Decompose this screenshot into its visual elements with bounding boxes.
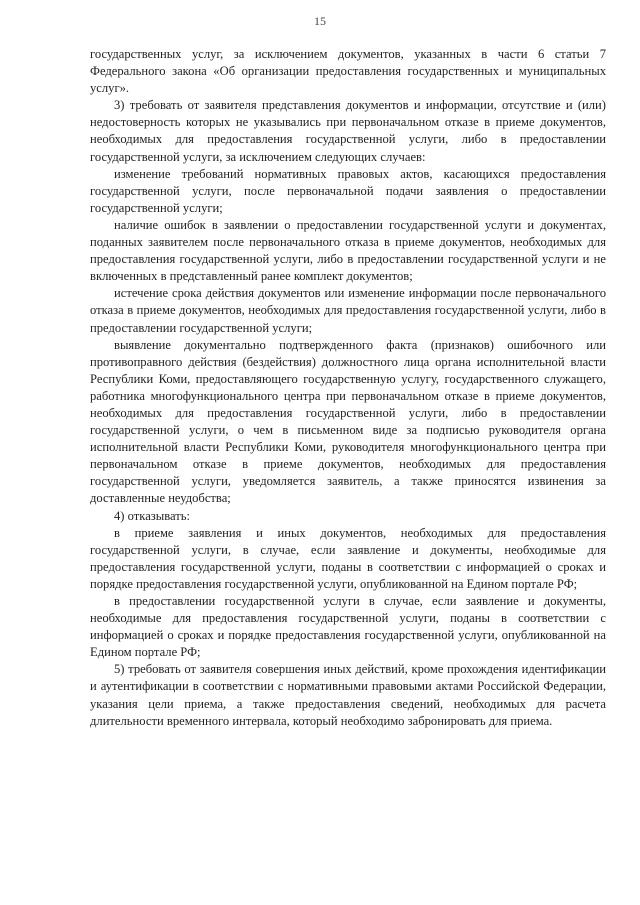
paragraph: государственных услуг, за исключением документов, указанных в части 6 статьи 7 Федерального закона «Об организации предоставления государственных и муниципальных услуг». <box>90 47 606 96</box>
paragraph: изменение требований нормативных правовых актов, касающихся предоставления государственной услуги, после первоначальной подачи заявления о предоставлении государственной услуги; <box>90 166 606 215</box>
document-body <box>90 46 606 730</box>
paragraph: 3) требовать от заявителя представления документов и информации, отсутствие и (или) недостоверность которых не указывались при первоначальном отказе в приеме документов, необходимых для предоставления государственной услуги, либо в предоставлении государственной услуги, за исключением следующих случаев: <box>90 98 606 164</box>
paragraph: наличие ошибок в заявлении о предоставлении государственной услуги и документах, поданных заявителем после первоначального отказа в приеме документов, необходимых для предоставления государственной услуги, либо в предоставлении государственной услуги и не включенных в представленный ранее комплект документов; <box>90 217 606 284</box>
paragraph: в приеме заявления и иных документов, необходимых для предоставления государственной услуги, в случае, если заявление и документы, необходимые для предоставления государственной услуги, поданы в соответствии с информацией о сроках и порядке предоставления государственной услуги, опубликованной на Едином портале РФ; <box>90 525 606 591</box>
paragraph: 5) требовать от заявителя совершения иных действий, кроме прохождения идентификации и аутентификации в соответствии с нормативными правовыми актами Российской Федерации, указания цели приема, а также предоставления сведений, необходимых для расчета длительности временного интервала, который необходимо забронировать для приема. <box>90 662 606 728</box>
paragraph: 4) отказывать: <box>114 508 191 523</box>
paragraph: выявление документально подтвержденного факта (признаков) ошибочного или противоправного действия (бездействия) должностного лица органа исполнительной власти Республики Коми, предоставляющего государственную услугу, государственного служащего, работника многофункционального центра при первоначальном отказе в приеме документов, необходимых для предоставления государственной услуги, либо в предоставлении государственной услуги, о чем в письменном виде за подписью руководителя органа исполнительной власти Республики Коми, руководителя многофункционального центра при первоначальном отказе в приеме документов, необходимых для предоставления государственной услуги, уведомляется заявитель, а также приносятся извинения за доставленные неудобства; <box>90 337 606 506</box>
paragraph: в предоставлении государственной услуги в случае, если заявление и документы, необходимые для предоставления государственной услуги, поданы в соответствии с информацией о сроках и порядке предоставления государственной услуги, опубликованной на Едином портале РФ; <box>90 594 606 660</box>
paragraph: истечение срока действия документов или изменение информации после первоначального отказа в приеме документов, необходимых для предоставления государственной услуги, либо в предоставлении государственной услуги; <box>90 286 606 335</box>
page-number: 15 <box>314 14 326 28</box>
